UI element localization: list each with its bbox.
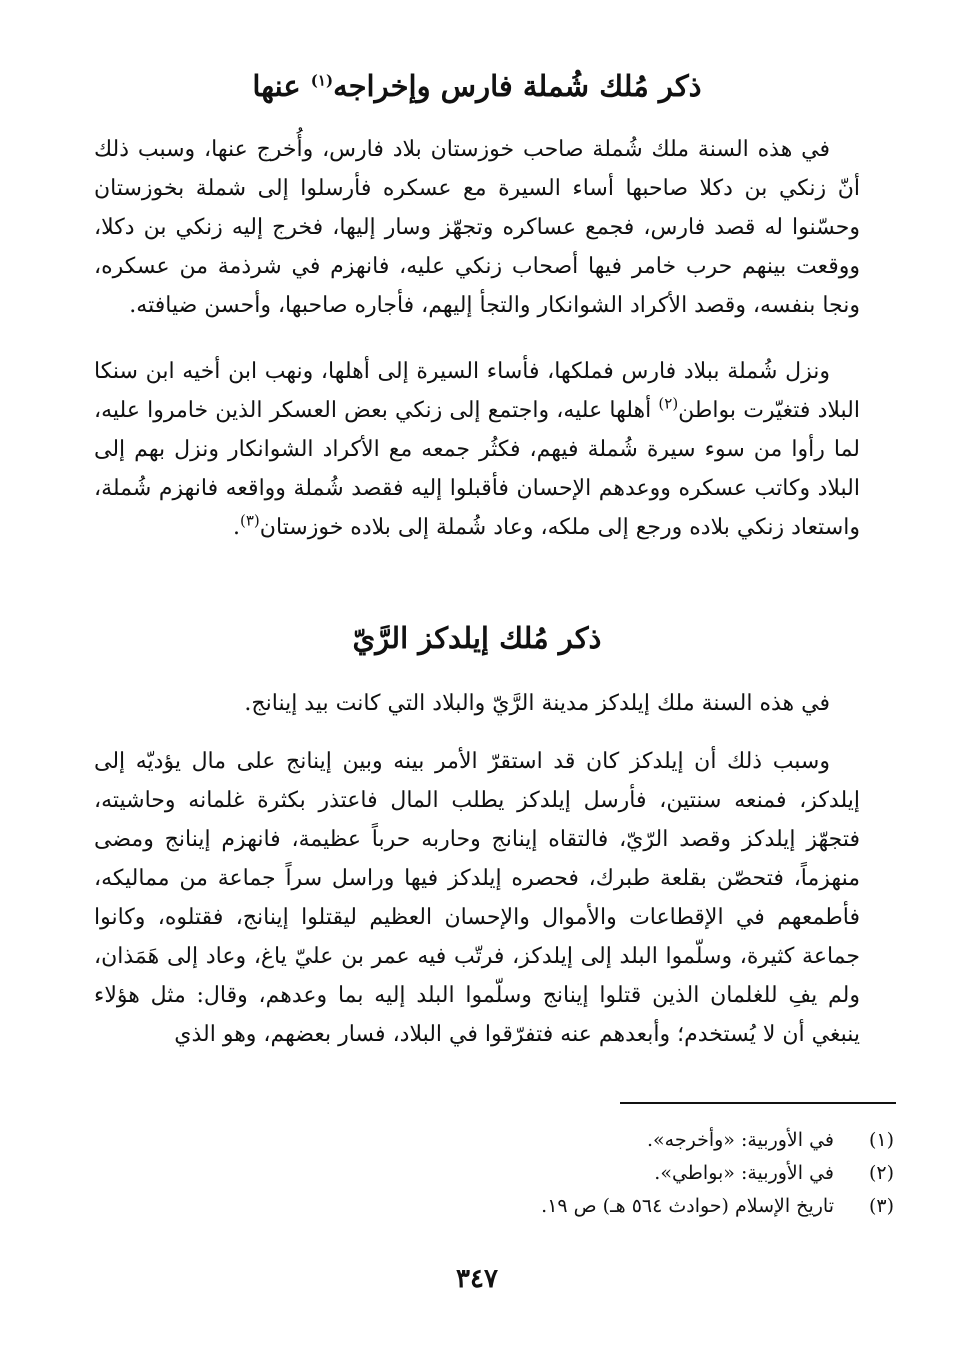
paragraph-text: . (233, 515, 240, 540)
footnote-ref: (١) (310, 71, 334, 90)
footnote-ref: (٢) (658, 394, 679, 413)
section-heading-shumla (80, 66, 874, 106)
paragraph-ildikiz-2: وسبب ذلك أن إيلدكز كان قد استقرّ الأمر بينه وبين إينانج على مال يؤديّه إلى إيلدكز، فمنعه سنتين، فأرسل إيلدكز يطلب المال فاعتذر بكثرة غلمانه وحاشيته، فتجهّز إيلدكز وقصد الرّيّ، فالتقاه إينانج وحاربه حرباً عظيمة، فانهزم إينانج ومضى منهزماً، فتحصّن بقلعة طبرك، فحصره إيلدكز فيها وراسل سراً جماعة من مماليكه، فأطمعهم في الإقطاعات والأموال والإحسان العظيم ليقتلوا إينانج، فقتلوه، وكانوا جماعة كثيرة، وسلّموا البلد إلى إيلدكز، فرتّب فيه عمر بن عليّ ياغ، وعاد إلى هَمَذان، ولم يفِ للغلمان الذين قتلوا إينانج وسلّموا البلد إليه بما وعدهم، وقال: مثل هؤلاء ينبغي أن لا يُستخدم؛ وأبعدهم عنه فتفرّقوا في البلاد، فسار بعضهم، وهو الذي (94, 749, 860, 1047)
paragraph-shumla-2 (94, 352, 860, 547)
paragraph-text: أهلها عليه، واجتمع إلى زنكي بعض العسكر الذين خامروا عليه، لما رأوا من سوء سيرة شُملة فيهم، فكثُر جمعه مع الأكراد الشوانكار ونزل بهم إلى البلاد وكاتب عسكره ووعدهم الإحسان فأقبلوا إليه فقصد شُملة وواقعه فانهزم شُملة، واستعاد زنكي بلاده ورجع إلى ملكه، وعاد شُملة إلى بلاده خوزستان (94, 398, 860, 540)
heading-text: ذكر مُلك شُملة فارس وإخراجه (333, 69, 702, 103)
footnote-item (100, 1157, 894, 1190)
heading-text: ذكر مُلك إيلدكز الرَّيّ (352, 621, 602, 655)
paragraph-text: ونزل شُملة ببلاد فارس فملكها، فأساء السيرة إلى أهلها، ونهب ابن أخيه ابن سنكا البلاد فتغيّرت بواطن (94, 359, 860, 423)
footnotes (100, 1124, 894, 1223)
footnote-item (100, 1190, 894, 1223)
page-number: ٣٤٧ (456, 1264, 498, 1294)
footnote-ref: (٣) (240, 511, 260, 530)
footnote-text: في الأوربية: «وأخرجه». (647, 1129, 834, 1151)
footnote-number: (٢) (868, 1162, 894, 1184)
footnote-number: (٣) (868, 1195, 894, 1217)
footnote-text: في الأوربية: «بواطي». (654, 1162, 834, 1184)
footnote-number: (١) (868, 1129, 894, 1151)
footnote-item (100, 1124, 894, 1157)
paragraph-shumla-1: في هذه السنة ملك شُملة صاحب خوزستان بلاد فارس، وأُخرج عنها، وسبب ذلك أنّ زنكي بن دكلا صاحبها أساء السيرة مع عسكره فأرسلوا إلى شملة بخوزستان وحسّنوا له قصد فارس، فجمع عساكره وتجهّز وسار إليها، فخرج إليه زنكي بن دكلا، ووقعت بينهم حرب خامر فيها أصحاب زنكي عليه، فانهزم في شرذمة من عسكره، ونجا بنفسه، وقصد الأكراد الشوانكار والتجأ إليهم، فأجاره صاحبها، وأحسن ضيافته. (94, 137, 860, 318)
footnote-divider (620, 1102, 896, 1104)
footnote-text: تاريخ الإسلام (حوادث ٥٦٤ هـ) ص ١٩. (541, 1195, 834, 1217)
paragraph-ildikiz-1: في هذه السنة ملك إيلدكز مدينة الرَّيّ والبلاد التي كانت بيد إينانج. (244, 691, 830, 716)
section-heading-ildikiz (80, 618, 874, 658)
heading-text-tail: عنها (252, 69, 301, 103)
